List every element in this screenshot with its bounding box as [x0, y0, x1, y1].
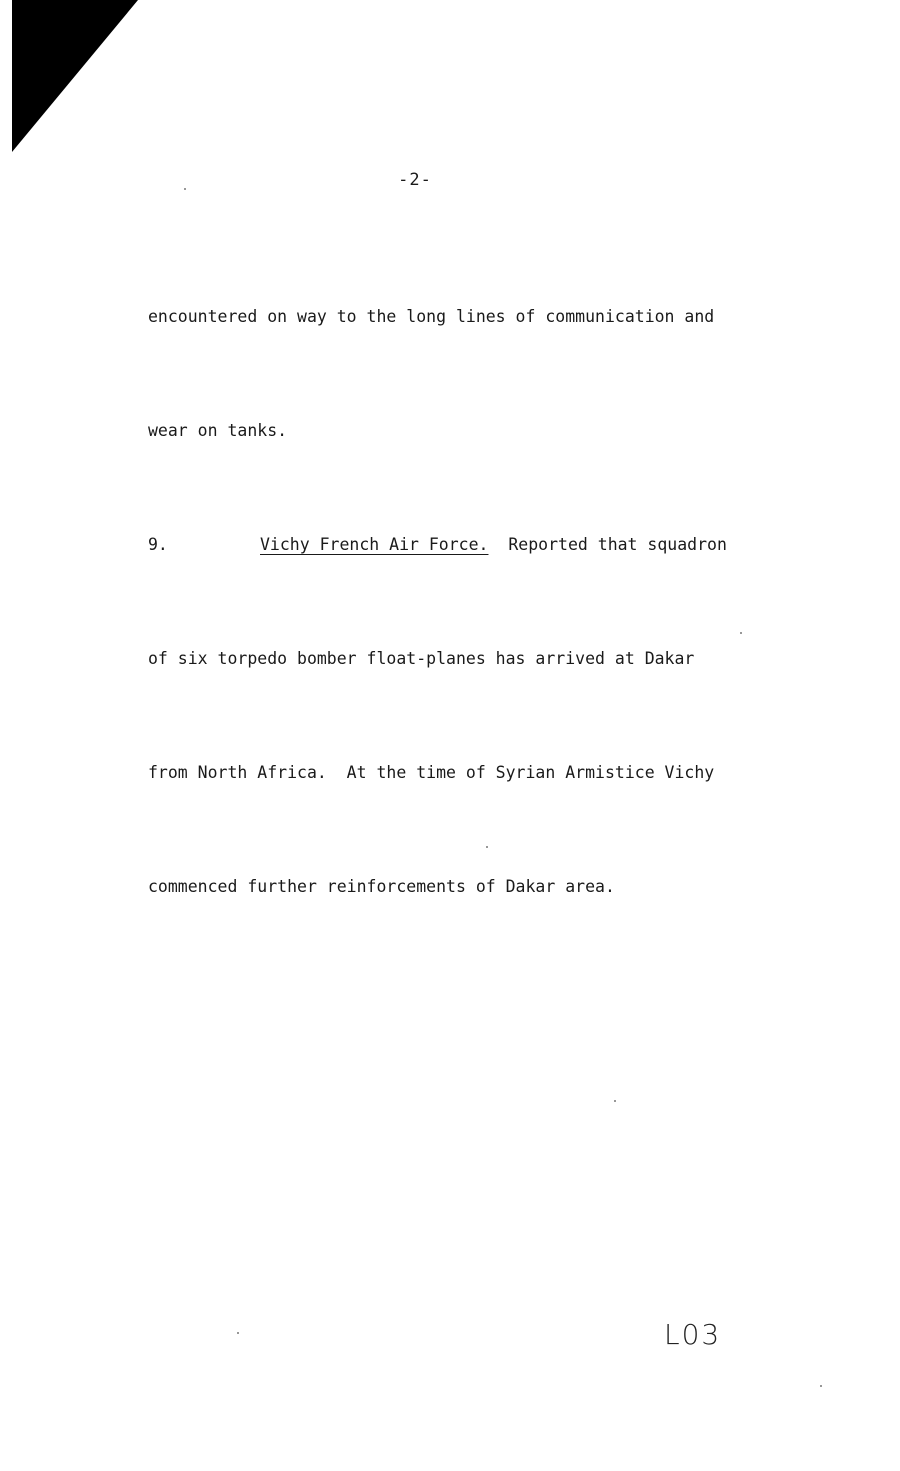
text-line: wear on tanks.	[148, 421, 288, 440]
paragraph-number: 9.	[148, 535, 168, 554]
text-line: commenced further reinforcements of Dakar area.	[148, 877, 615, 896]
document-body	[148, 222, 828, 944]
scan-speck	[614, 1100, 616, 1102]
handwritten-mark: L03	[664, 1318, 722, 1351]
text-line: of six torpedo bomber float-planes has arrived at Dakar	[148, 649, 695, 668]
scan-speck	[184, 188, 186, 190]
scan-speck	[486, 846, 488, 848]
paragraph-9-first-line	[148, 526, 828, 564]
scan-speck	[237, 1332, 239, 1334]
page-number: -2-	[398, 170, 432, 190]
text-line: from North Africa. At the time of Syrian Armistice Vichy	[148, 763, 715, 782]
text-line: encountered on way to the long lines of communication and	[148, 307, 715, 326]
scan-speck	[820, 1385, 822, 1387]
paragraph-heading: Vichy French Air Force.	[260, 535, 489, 554]
scan-speck	[740, 632, 742, 634]
corner-shadow	[0, 0, 140, 160]
text-line-rest: Reported that squadron	[488, 535, 727, 554]
